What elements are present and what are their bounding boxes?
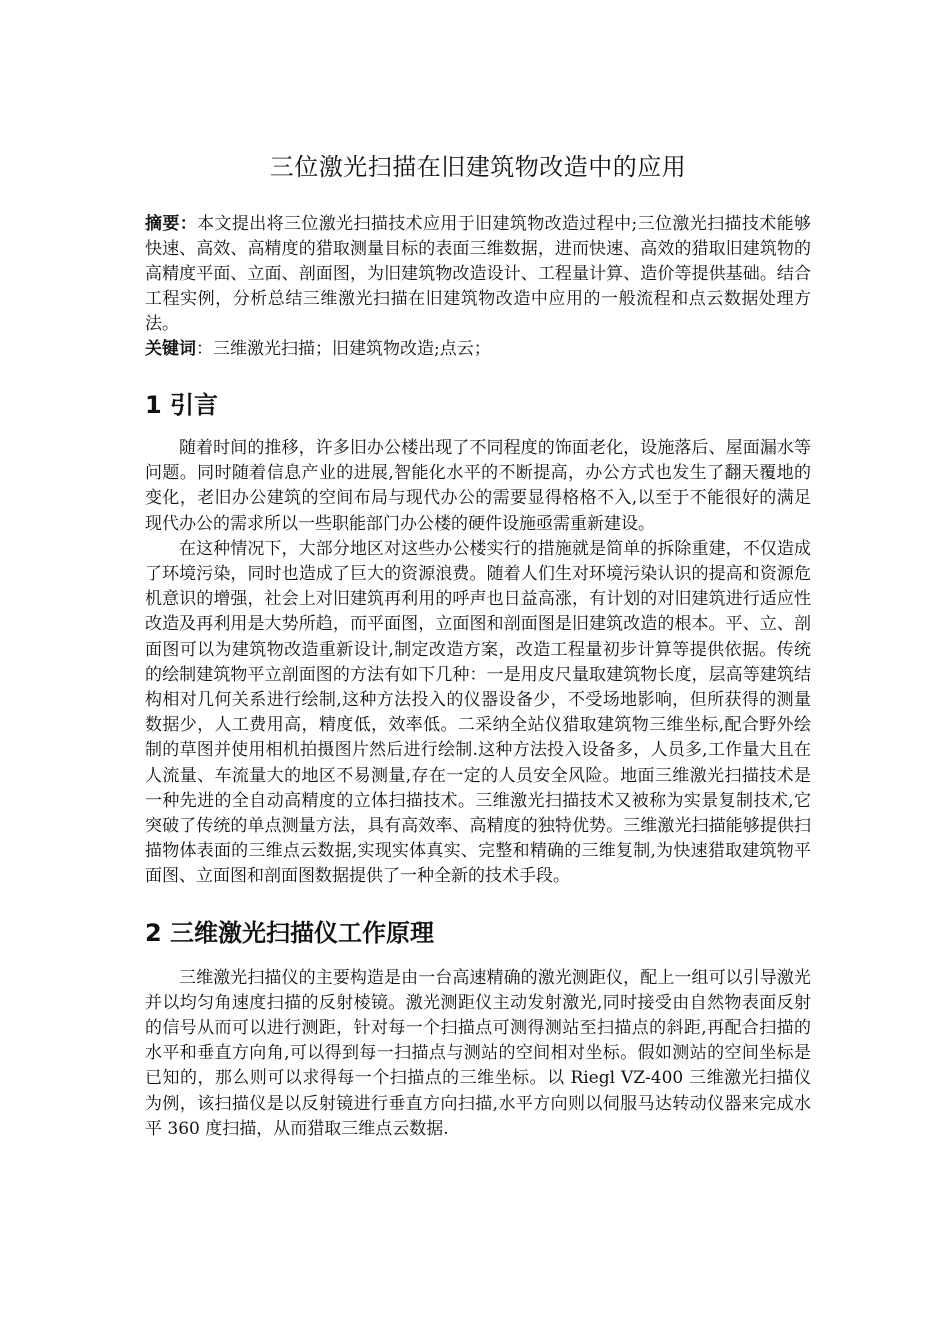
keywords-text: ：三维激光扫描；旧建筑物改造;点云； xyxy=(196,339,491,359)
abstract xyxy=(145,212,811,337)
keywords-label: 关键词 xyxy=(145,339,196,359)
paragraph: 随着时间的推移，许多旧办公楼出现了不同程度的饰面老化，设施落后、屋面漏水等问题。同时随着信息产业的进展,智能化水平的不断提高，办公方式也发生了翻天覆地的变化，老旧办公建筑的空间布局与现代办公的需要显得格格不入,以至于不能很好的满足现代办公的需求所以一些职能部门办公楼的硬件设施亟需重新建设。 xyxy=(145,438,811,534)
abstract-label: 摘要： xyxy=(145,214,198,234)
paragraph: 三维激光扫描仪的主要构造是由一台高速精确的激光测距仪，配上一组可以引导激光并以均匀角速度扫描的反射棱镜。激光测距仪主动发射激光,同时接受由自然物表面反射的信号从而可以进行测距，针对每一个扫描点可测得测站至扫描点的斜距,再配合扫描的水平和垂直方向角,可以得到每一扫描点与测站的空间相对坐标。假如测站的空间坐标是已知的，那么则可以求得每一个扫描点的三维坐标。以 Riegl VZ-400 三维激光扫描仪为例，该扫描仪是以反射镜进行垂直方向扫描,水平方向则以伺服马达转动仪器来完成水平 360 度扫描，从而猎取三维点云数据. xyxy=(145,967,811,1139)
page-title: 三位激光扫描在旧建筑物改造中的应用 xyxy=(269,153,687,181)
abstract-text: 本文提出将三位激光扫描技术应用于旧建筑物改造过程中;三位激光扫描技术能够快速、高效、高精度的猎取测量目标的表面三维数据，进而快速、高效的猎取旧建筑物的高精度平面、立面、剖面图，为旧建筑物改造设计、工程量计算、造价等提供基础。结合工程实例，分析总结三维激光扫描在旧建筑物改造中应用的一般流程和点云数据处理方法。 xyxy=(145,214,812,334)
paragraph: 在这种情况下，大部分地区对这些办公楼实行的措施就是简单的拆除重建，不仅造成了环境污染，同时也造成了巨大的资源浪费。随着人们生对环境污染认识的提高和资源危机意识的增强，社会上对旧建筑再利用的呼声也日益高涨，有计划的对旧建筑进行适应性改造及再利用是大势所趋，而平面图，立面图和剖面图是旧建筑改造的根本。平、立、剖面图可以为建筑物改造重新设计,制定改造方案，改造工程量初步计算等提供依据。传统的绘制建筑物平立剖面图的方法有如下几种：一是用皮尺量取建筑物长度，层高等建筑结构相对几何关系进行绘制,这种方法投入的仪器设备少，不受场地影响，但所获得的测量数据少，人工费用高，精度低，效率低。二采纳全站仪猎取建筑物三维坐标,配合野外绘制的草图并使用相机拍摄图片然后进行绘制.这种方法投入设备多，人员多,工作量大且在人流量、车流量大的地区不易测量,存在一定的人员安全风险。地面三维激光扫描技术是一种先进的全自动高精度的立体扫描技术。三维激光扫描技术又被称为实景复制技术,它突破了传统的单点测量方法，具有高效率、高精度的独特优势。三维激光扫描能够提供扫描物体表面的三维点云数据,实现实体真实、完整和精确的三维复制,为快速猎取建筑物平面图、立面图和剖面图数据提供了一种全新的技术手段。 xyxy=(145,538,811,887)
section-heading-introduction: 1 引言 xyxy=(145,391,219,419)
document-page xyxy=(145,150,811,1142)
section-heading-principle: 2 三维激光扫描仪工作原理 xyxy=(145,918,435,947)
keywords xyxy=(145,337,811,362)
